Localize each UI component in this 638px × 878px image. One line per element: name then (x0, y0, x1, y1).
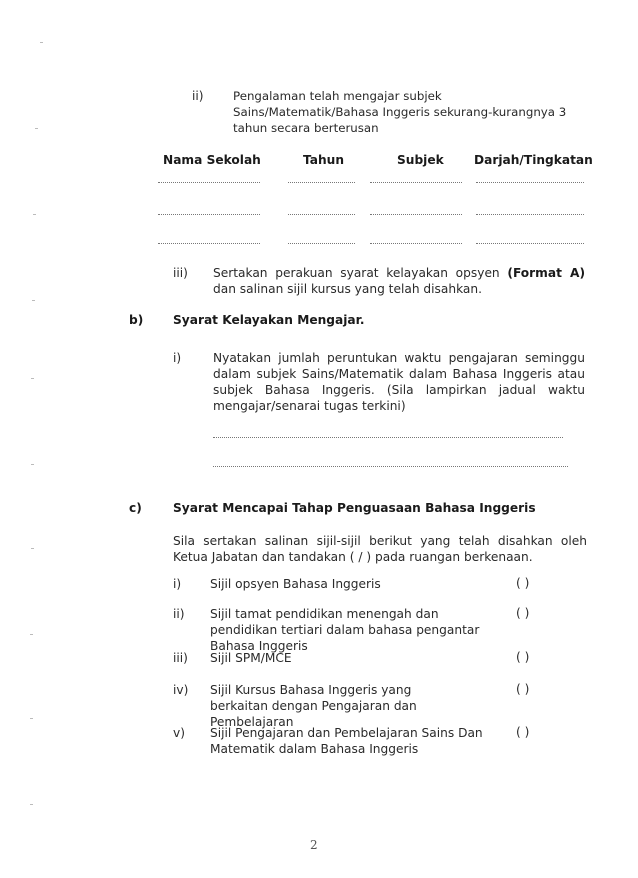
item-text: Sijil opsyen Bahasa Inggeris (210, 577, 381, 591)
item-text: Sijil Pengajaran dan Pembelajaran Sains Dan Matematik dalam Bahasa Inggeris (210, 726, 483, 756)
table-header-nama-sekolah: Nama Sekolah (163, 153, 261, 167)
format-a-label: (Format A) (507, 266, 586, 280)
fill-in-line[interactable] (288, 182, 355, 183)
item-text: Sijil SPM/MCE (210, 651, 292, 665)
checkbox[interactable]: ( ) (516, 606, 530, 620)
item-number: ii) (173, 607, 185, 621)
fill-in-line[interactable] (158, 214, 260, 215)
fill-in-line[interactable] (476, 182, 584, 183)
item-number: i) (173, 351, 182, 365)
fill-in-line[interactable] (476, 243, 584, 244)
fill-in-line[interactable] (370, 214, 462, 215)
margin-mark (30, 634, 33, 635)
item-number: iii) (173, 266, 188, 280)
item-text: Sijil tamat pendidikan menengah dan pendidikan tertiari dalam bahasa pengantar Bahasa Inggeris (210, 607, 480, 653)
margin-mark (40, 42, 43, 43)
margin-mark (31, 464, 34, 465)
fill-in-line[interactable] (370, 182, 462, 183)
item-text: Pengalaman telah mengajar subjek Sains/Matematik/Bahasa Inggeris sekurang-kurangnya 3 tahun secara berterusan (233, 89, 567, 135)
margin-mark (31, 378, 34, 379)
section-intro: Sila sertakan salinan sijil-sijil berikut yang telah disahkan oleh Ketua Jabatan dan tandakan ( / ) pada ruangan berkenaan. (173, 534, 587, 564)
margin-mark (33, 214, 36, 215)
checkbox[interactable]: ( ) (516, 650, 530, 664)
item-number: iv) (173, 683, 189, 697)
section-heading: Syarat Mencapai Tahap Penguasaan Bahasa Inggeris (173, 501, 536, 515)
fill-in-line[interactable] (213, 466, 568, 467)
item-text-part: Sertakan perakuan syarat kelayakan opsyen (213, 266, 508, 280)
item-text-part: dan salinan sijil kursus yang telah disahkan. (213, 282, 482, 296)
page-number: 2 (310, 838, 318, 852)
fill-in-line[interactable] (158, 182, 260, 183)
item-number: ii) (192, 89, 204, 103)
item-number: iii) (173, 651, 188, 665)
table-header-darjah-tingkatan: Darjah/Tingkatan (474, 153, 593, 167)
margin-mark (35, 128, 38, 129)
section-letter: c) (129, 501, 142, 515)
item-number: v) (173, 726, 185, 740)
checkbox[interactable]: ( ) (516, 576, 530, 590)
table-header-subjek: Subjek (397, 153, 444, 167)
checkbox[interactable]: ( ) (516, 725, 530, 739)
margin-mark (30, 718, 33, 719)
fill-in-line[interactable] (158, 243, 260, 244)
item-number: i) (173, 577, 182, 591)
margin-mark (32, 300, 35, 301)
margin-mark (31, 548, 34, 549)
fill-in-line[interactable] (288, 243, 355, 244)
fill-in-line[interactable] (476, 214, 584, 215)
fill-in-line[interactable] (288, 214, 355, 215)
fill-in-line[interactable] (213, 437, 563, 438)
fill-in-line[interactable] (370, 243, 462, 244)
checkbox[interactable]: ( ) (516, 682, 530, 696)
margin-mark (30, 804, 33, 805)
section-heading: Syarat Kelayakan Mengajar. (173, 313, 365, 327)
item-text: Nyatakan jumlah peruntukan waktu pengajaran seminggu dalam subjek Sains/Matematik dalam Bahasa Inggeris atau subjek Bahasa Inggeris. (Sila lampirkan jadual waktu mengajar/senarai tugas terkini) (213, 351, 585, 413)
table-header-tahun: Tahun (303, 153, 344, 167)
item-text (213, 265, 585, 297)
item-text: Sijil Kursus Bahasa Inggeris yang berkaitan dengan Pengajaran dan Pembelajaran (210, 683, 417, 729)
section-letter: b) (129, 313, 144, 327)
